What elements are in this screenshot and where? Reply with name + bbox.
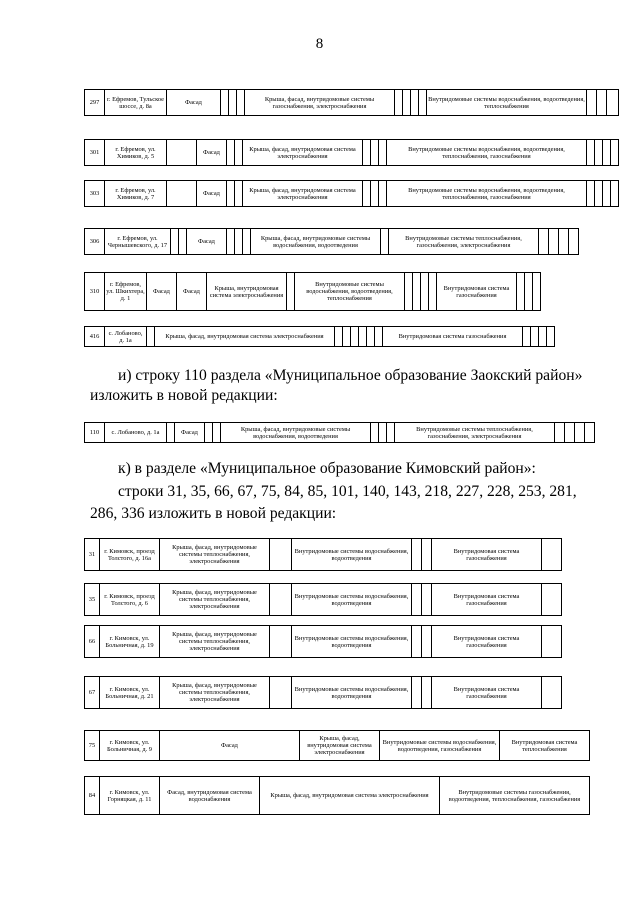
work-cell (343, 327, 351, 347)
work-cell (387, 423, 395, 443)
work-cell: Внутридомовая система газоснабжения (432, 539, 542, 571)
row-number-cell: 31 (85, 539, 100, 571)
work-cell (517, 273, 525, 311)
address-cell: г. Кимовск, проезд Толстого, д. 6 (100, 584, 160, 616)
work-cell (379, 140, 387, 166)
work-cell: Внутридомовая система теплоснабжения (500, 731, 590, 761)
work-cell (229, 90, 237, 116)
row-number-cell: 416 (85, 327, 105, 347)
work-cell (422, 626, 432, 658)
work-cell (429, 273, 437, 311)
work-cell (585, 423, 595, 443)
work-cell (542, 539, 562, 571)
work-cell (587, 90, 597, 116)
work-cell (379, 181, 387, 207)
work-cell (205, 423, 213, 443)
work-cell (542, 626, 562, 658)
work-cell: Крыша, фасад, внутридомовые системы теплоснабжения, электроснабжения (160, 539, 270, 571)
work-cell: Крыша, фасад, внутридомовая система электроснабжения (260, 777, 440, 815)
work-cell (367, 327, 375, 347)
work-cell: Фасад (167, 90, 221, 116)
work-cell (167, 140, 197, 166)
paragraph-i-line2: изложить в новой редакции: (90, 387, 278, 404)
row-number-cell: 67 (85, 677, 100, 709)
work-cell: Внутридомовые системы водоснабжения, водоотведения, теплоснабжения, газоснабжения (387, 140, 587, 166)
work-cell (243, 229, 251, 255)
row-number-cell: 301 (85, 140, 105, 166)
row-297 (84, 89, 619, 116)
work-cell (270, 677, 292, 709)
work-cell (539, 229, 549, 255)
row-number-cell: 297 (85, 90, 105, 116)
work-cell (270, 626, 292, 658)
row-number-cell: 66 (85, 626, 100, 658)
work-cell (359, 327, 367, 347)
work-cell (603, 181, 611, 207)
row-number-cell: 84 (85, 777, 100, 815)
work-cell (422, 584, 432, 616)
work-cell (523, 327, 531, 347)
work-cell: Крыша, фасад, внутридомовая система электроснабжения (155, 327, 335, 347)
work-cell (569, 229, 579, 255)
work-cell (412, 626, 422, 658)
address-cell: г. Кимовск, ул. Горняцкая, д. 11 (100, 777, 160, 815)
work-cell (595, 140, 603, 166)
work-cell: Внутридомовые системы водоснабжения, водоотведения (292, 677, 412, 709)
work-cell: Крыша, фасад, внутридомовая система электроснабжения (243, 181, 363, 207)
row-31 (84, 538, 562, 571)
row-110 (84, 422, 595, 443)
work-cell (363, 140, 371, 166)
work-cell (351, 327, 359, 347)
work-cell (371, 140, 379, 166)
work-cell: Фасад (197, 140, 227, 166)
work-cell (371, 423, 379, 443)
work-cell (395, 90, 403, 116)
row-number-cell: 110 (85, 423, 105, 443)
work-cell: Внутридомовая система газоснабжения (432, 677, 542, 709)
work-cell (555, 423, 565, 443)
work-cell (531, 327, 539, 347)
row-303 (84, 180, 619, 207)
work-cell: Фасад (175, 423, 205, 443)
paragraph-k-line1: к) в разделе «Муниципальное образование Кимовский район»: (118, 460, 536, 477)
work-cell (381, 229, 389, 255)
work-cell: Внутридомовые системы теплоснабжения, газоснабжения, электроснабжения (389, 229, 539, 255)
address-cell: с. Лобаново, д. 1а (105, 327, 147, 347)
work-cell (549, 229, 559, 255)
row-67 (84, 676, 562, 709)
address-cell: с. Лобаново, д. 1а (105, 423, 167, 443)
work-cell: Внутридомовые системы водоснабжения, водоотведения (292, 539, 412, 571)
work-cell (227, 140, 235, 166)
work-cell: Крыша, фасад, внутридомовые системы теплоснабжения, электроснабжения (160, 626, 270, 658)
work-cell (270, 539, 292, 571)
work-cell: Фасад (147, 273, 177, 311)
work-cell: Фасад (177, 273, 207, 311)
work-cell (371, 181, 379, 207)
work-cell: Внутридомовая система газоснабжения (383, 327, 523, 347)
work-cell: Внутридомовые системы водоснабжения, водоотведения, газоснабжения (380, 731, 500, 761)
work-cell (587, 140, 595, 166)
row-75 (84, 730, 590, 761)
row-416 (84, 326, 555, 347)
work-cell (171, 229, 179, 255)
address-cell: г. Кимовск, ул. Больничная, д. 19 (100, 626, 160, 658)
page-number: 8 (315, 36, 324, 52)
work-cell (270, 584, 292, 616)
work-cell (611, 140, 619, 166)
address-cell: г. Ефремов, ул. Шкихтера, д. 1 (105, 273, 147, 311)
row-number-cell: 310 (85, 273, 105, 311)
work-cell (412, 584, 422, 616)
work-cell: Крыша, фасад, внутридомовая система электроснабжения (243, 140, 363, 166)
paragraph-k-line3: 286, 336 изложить в новой редакции: (90, 505, 337, 522)
work-cell (422, 677, 432, 709)
address-cell: г. Ефремов, Тульское шоссе, д. 8а (105, 90, 167, 116)
row-306 (84, 228, 579, 255)
work-cell: Фасад (187, 229, 227, 255)
work-cell: Внутридомовая система газоснабжения (437, 273, 517, 311)
work-cell: Фасад (160, 731, 300, 761)
row-number-cell: 75 (85, 731, 100, 761)
address-cell: г. Ефремов, ул. Химиков, д. 5 (105, 140, 167, 166)
work-cell (542, 677, 562, 709)
work-cell: Внутридомовая система газоснабжения (432, 584, 542, 616)
work-cell (422, 539, 432, 571)
work-cell (227, 229, 235, 255)
work-cell (221, 90, 229, 116)
work-cell (227, 181, 235, 207)
work-cell (603, 140, 611, 166)
work-cell (412, 539, 422, 571)
work-cell: Крыша, фасад, внутридомовые системы теплоснабжения, электроснабжения (160, 677, 270, 709)
work-cell (575, 423, 585, 443)
row-310 (84, 272, 541, 311)
work-cell (235, 181, 243, 207)
work-cell (419, 90, 427, 116)
work-cell (375, 327, 383, 347)
row-301 (84, 139, 619, 166)
work-cell (611, 181, 619, 207)
address-cell: г. Кимовск, ул. Больничная, д. 9 (100, 731, 160, 761)
work-cell (547, 327, 555, 347)
work-cell (403, 90, 411, 116)
work-cell (237, 90, 245, 116)
address-cell: г. Ефремов, ул. Чернышевского, д. 17 (105, 229, 171, 255)
work-cell: Внутридомовые системы водоснабжения, водоотведения (292, 626, 412, 658)
work-cell (213, 423, 221, 443)
work-cell (421, 273, 429, 311)
row-35 (84, 583, 562, 616)
work-cell (559, 229, 569, 255)
work-cell (539, 327, 547, 347)
work-cell: Крыша, фасад, внутридомовая система электроснабжения (300, 731, 380, 761)
work-cell: Крыша, фасад, внутридомовые системы водоснабжения, водоотведения (221, 423, 371, 443)
row-number-cell: 306 (85, 229, 105, 255)
work-cell (413, 273, 421, 311)
work-cell (287, 273, 295, 311)
work-cell: Крыша, фасад, внутридомовые системы теплоснабжения, электроснабжения (160, 584, 270, 616)
work-cell (525, 273, 533, 311)
work-cell (379, 423, 387, 443)
address-cell: г. Кимовск, проезд Толстого, д. 16а (100, 539, 160, 571)
work-cell (411, 90, 419, 116)
work-cell (607, 90, 619, 116)
work-cell (597, 90, 607, 116)
paragraph-k-line2: строки 31, 35, 66, 67, 75, 84, 85, 101, 140, 143, 218, 227, 228, 253, 281, (118, 483, 577, 500)
work-cell (335, 327, 343, 347)
work-cell: Фасад, внутридомовая система водоснабжения (160, 777, 260, 815)
work-cell: Фасад (197, 181, 227, 207)
work-cell (235, 229, 243, 255)
work-cell (412, 677, 422, 709)
work-cell: Крыша, фасад, внутридомовые системы водоснабжения, водоотведения (251, 229, 381, 255)
work-cell: Внутридомовая система газоснабжения (432, 626, 542, 658)
work-cell: Внутридомовые системы теплоснабжения, газоснабжения, электроснабжения (395, 423, 555, 443)
work-cell: Крыша, внутридомовая система электроснабжения (207, 273, 287, 311)
work-cell (405, 273, 413, 311)
work-cell (235, 140, 243, 166)
work-cell (587, 181, 595, 207)
work-cell (595, 181, 603, 207)
work-cell (147, 327, 155, 347)
row-66 (84, 625, 562, 658)
address-cell: г. Ефремов, ул. Химиков, д. 7 (105, 181, 167, 207)
work-cell: Внутридомовые системы водоснабжения, водоотведения, теплоснабжения, газоснабжения (387, 181, 587, 207)
row-number-cell: 303 (85, 181, 105, 207)
work-cell (533, 273, 541, 311)
work-cell (179, 229, 187, 255)
work-cell: Внутридомовые системы водоснабжения, водоотведения (292, 584, 412, 616)
work-cell: Крыша, фасад, внутридомовые системы газоснабжения, электроснабжения (245, 90, 395, 116)
work-cell: Внутридомовые системы водоснабжения, водоотведения, теплоснабжения (295, 273, 405, 311)
work-cell (542, 584, 562, 616)
work-cell: Внутридомовые системы водоснабжения, водоотведения, теплоснабжения (427, 90, 587, 116)
paragraph-i-line1: и) строку 110 раздела «Муниципальное образование Заокский район» (118, 367, 583, 384)
work-cell (363, 181, 371, 207)
work-cell: Внутридомовые системы газоснабжения, водоотведения, теплоснабжения, газоснабжения (440, 777, 590, 815)
work-cell (167, 181, 197, 207)
row-number-cell: 35 (85, 584, 100, 616)
row-84 (84, 776, 590, 815)
work-cell (167, 423, 175, 443)
address-cell: г. Кимовск, ул. Больничная, д. 21 (100, 677, 160, 709)
work-cell (565, 423, 575, 443)
